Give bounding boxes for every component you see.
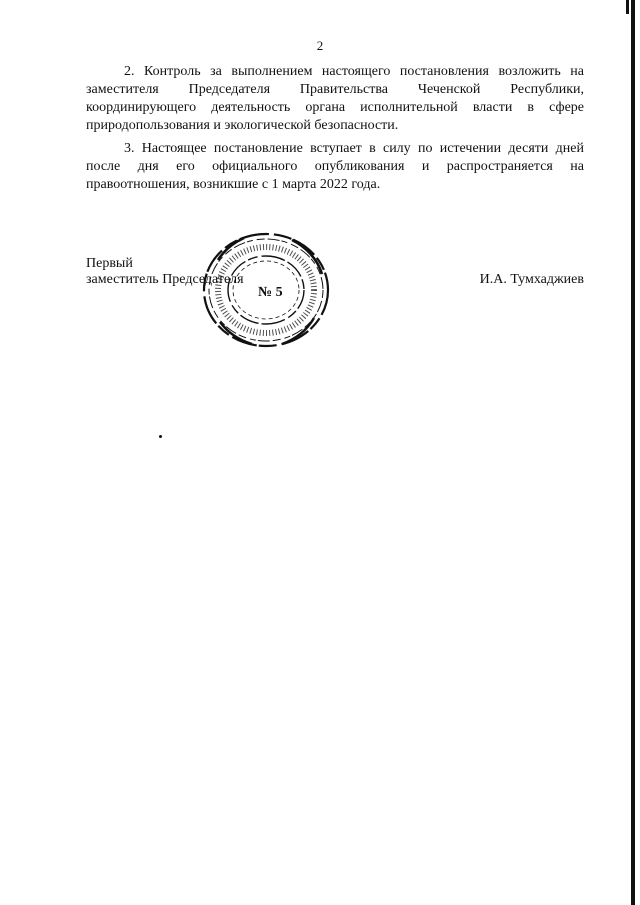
signatory-title-line-1: Первый [86, 256, 133, 271]
signatory-title [86, 256, 244, 288]
paragraph-3: 3. Настоящее постановление вступает в силу по истечении десяти дней после дня его официального опубликования и распространяется на правоотношения, возникшие с 1 марта 2022 года. [86, 141, 584, 192]
stamp-number: № 5 [258, 285, 283, 300]
scan-edge-mark [626, 0, 629, 14]
page-number: 2 [316, 38, 324, 53]
signatory-name: И.А. Тумхаджиев [479, 272, 584, 287]
paragraph-2: 2. Контроль за выполнением настоящего постановления возложить на заместителя Председателя Правительства Чеченской Республики, координирующего деятельность органа исполнительной власти в сфере природопользования и экологической безопасности. [86, 64, 584, 133]
stray-dot [159, 435, 162, 438]
signatory-title-line-2: заместитель Председателя [86, 272, 244, 287]
scan-edge-bar [631, 0, 635, 905]
